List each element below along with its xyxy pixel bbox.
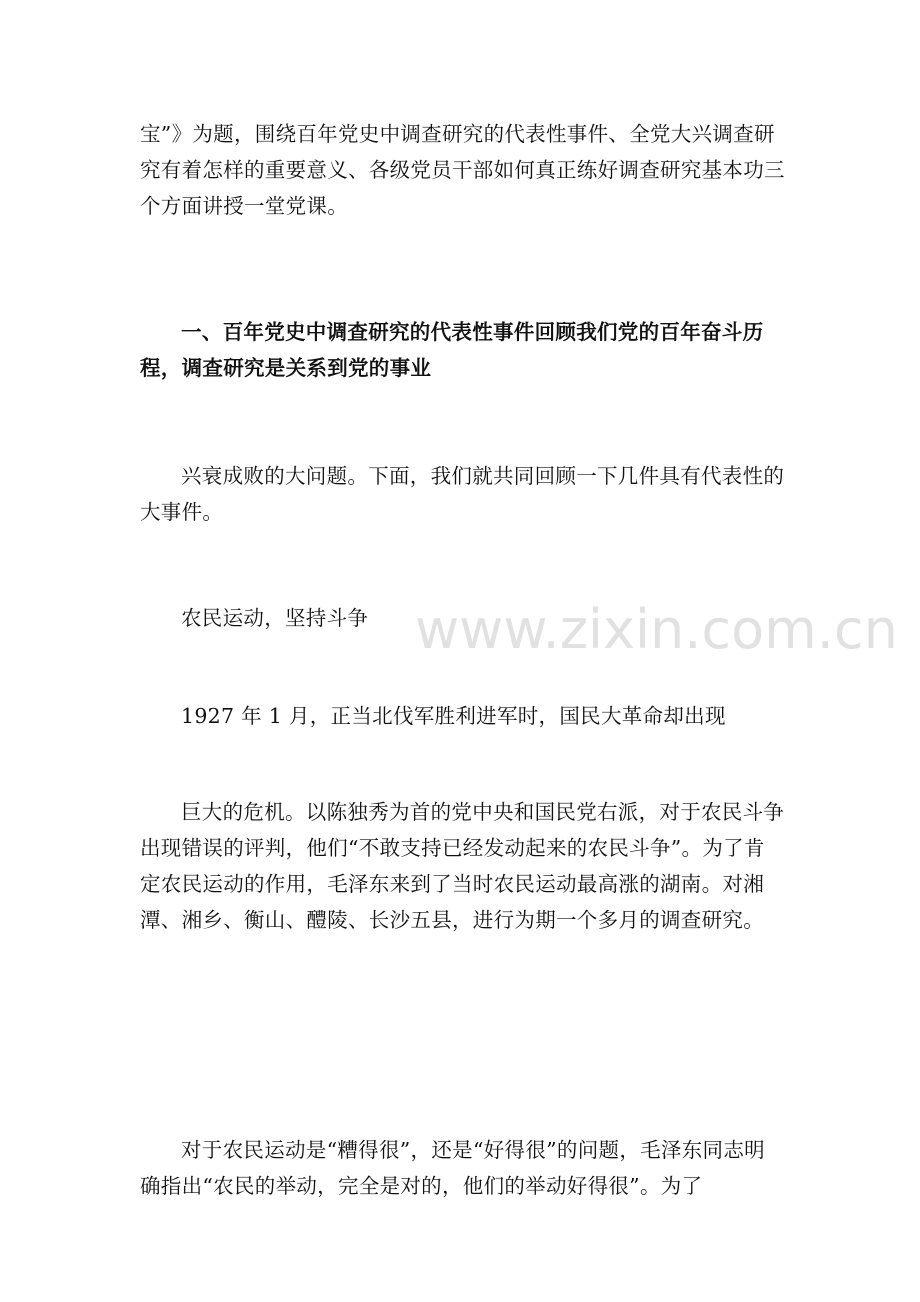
paragraph-peasant-movement: 对于农民运动是“糟得很”，还是“好得很”的问题，毛泽东同志明确指出“农民的举动，完全是对的，他们的举动好得很”。为了 [140,1138,765,1198]
paragraph-intro: 宝”》为题，围绕百年党史中调查研究的代表性事件、全党大兴调查研究有着怎样的重要意义、各级党员干部如何真正练好调查研究基本功三个方面讲授一堂党课。 [140,122,785,218]
watermark: www.zixin.com.cn [415,598,898,661]
paragraph-crisis: 巨大的危机。以陈独秀为首的党中央和国民党右派，对于农民斗争出现错误的评判，他们“不敢支持已经发动起来的农民斗争”。为了肯定农民运动的作用，毛泽东来到了当时农民运动最高涨的湖南。对湘潭、湘乡、衡山、醴陵、长沙五县，进行为期一个多月的调查研究。 [140,800,785,932]
subheading: 农民运动，坚持斗争 [181,606,369,630]
paragraph-date-line: 1927 年 1 月，正当北伐军胜利进军时，国民大革命却出现 [181,704,726,728]
section-heading: 一、百年党史中调查研究的代表性事件回顾我们党的百年奋斗历程，调查研究是关系到党的事业 [140,320,764,380]
paragraph-continuation: 兴衰成败的大问题。下面，我们就共同回顾一下几件具有代表性的大事件。 [140,464,785,524]
